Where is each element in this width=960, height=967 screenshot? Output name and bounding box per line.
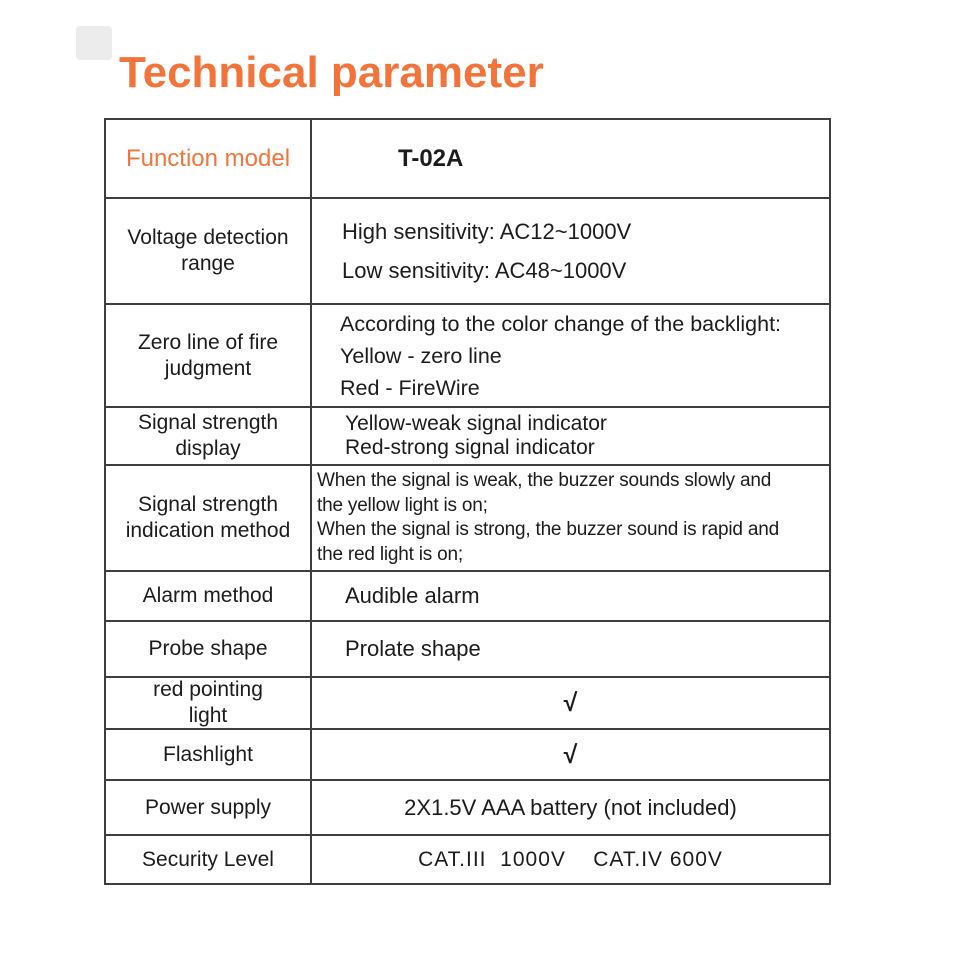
row-label <box>106 730 312 779</box>
row-label <box>106 781 312 834</box>
row-label <box>106 622 312 676</box>
row-label-text: Signal strength indication method <box>125 493 291 542</box>
row-label-text: red pointing light <box>153 678 263 727</box>
row-label <box>106 678 312 728</box>
row-value-line: the yellow light is on; <box>317 494 488 516</box>
row-value <box>312 572 829 620</box>
row-label-text: Power supply <box>144 795 272 819</box>
row-label-text: Security Level <box>142 847 274 871</box>
row-value <box>312 730 829 779</box>
table-row-signal-strength-indication-method <box>106 464 829 570</box>
row-label-text: Zero line of fire judgment <box>137 330 279 380</box>
row-value <box>312 408 829 464</box>
row-label <box>106 466 312 570</box>
row-value-line: Red-strong signal indicator <box>345 436 595 459</box>
table-row-voltage-detection-range <box>106 197 829 303</box>
row-value-line: Yellow-weak signal indicator <box>345 412 607 435</box>
table-row-power-supply <box>106 779 829 834</box>
row-value-line: When the signal is weak, the buzzer sounds slowly and <box>317 470 772 491</box>
row-value <box>312 836 829 883</box>
row-value <box>312 622 829 676</box>
row-value-line: CAT.III 1000V CAT.IV 600V <box>418 847 723 871</box>
row-label-text: Function model <box>125 144 291 172</box>
row-value-line: Low sensitivity: AC48~1000V <box>342 257 627 283</box>
table-row-zero-line-of-fire-judgment <box>106 303 829 406</box>
row-label <box>106 305 312 406</box>
table-row-alarm-method <box>106 570 829 620</box>
row-label-text: Probe shape <box>148 637 268 660</box>
row-value <box>312 199 829 303</box>
row-label <box>106 199 312 303</box>
spec-table <box>104 118 831 885</box>
row-label-text: Voltage detection range <box>127 226 289 275</box>
row-value-line: the red light is on; <box>317 543 463 565</box>
page-title: Technical parameter <box>119 48 544 97</box>
row-value-line: When the signal is strong, the buzzer sound is rapid and <box>317 519 779 540</box>
row-value <box>312 305 829 406</box>
table-row-security-level <box>106 834 829 883</box>
row-value-line: Yellow - zero line <box>340 343 502 368</box>
row-value-line: Prolate shape <box>345 636 481 661</box>
row-label <box>106 836 312 883</box>
table-row-probe-shape <box>106 620 829 676</box>
table-row-function-model <box>106 120 829 197</box>
row-value-line: According to the color change of the backlight: <box>340 311 782 336</box>
row-value-line: T-02A <box>398 144 464 172</box>
row-value-line: Red - FireWire <box>340 375 480 400</box>
row-value-line: Audible alarm <box>345 583 480 608</box>
row-label-text: Alarm method <box>142 584 274 607</box>
table-row-red-pointing-light <box>106 676 829 728</box>
row-value-line: 2X1.5V AAA battery (not included) <box>404 794 737 820</box>
row-label <box>106 572 312 620</box>
row-value <box>312 120 829 197</box>
checkmark-icon: √ <box>563 740 578 769</box>
row-label-text: Signal strength display <box>137 411 279 460</box>
row-label-text: Flashlight <box>163 742 253 766</box>
row-label <box>106 408 312 464</box>
row-value <box>312 781 829 834</box>
row-value <box>312 466 829 570</box>
table-row-flashlight <box>106 728 829 779</box>
checkmark-icon: √ <box>563 689 578 717</box>
background-smudge <box>76 26 112 60</box>
row-label <box>106 120 312 197</box>
row-value-line: High sensitivity: AC12~1000V <box>342 218 632 244</box>
table-row-signal-strength-display <box>106 406 829 464</box>
row-value <box>312 678 829 728</box>
